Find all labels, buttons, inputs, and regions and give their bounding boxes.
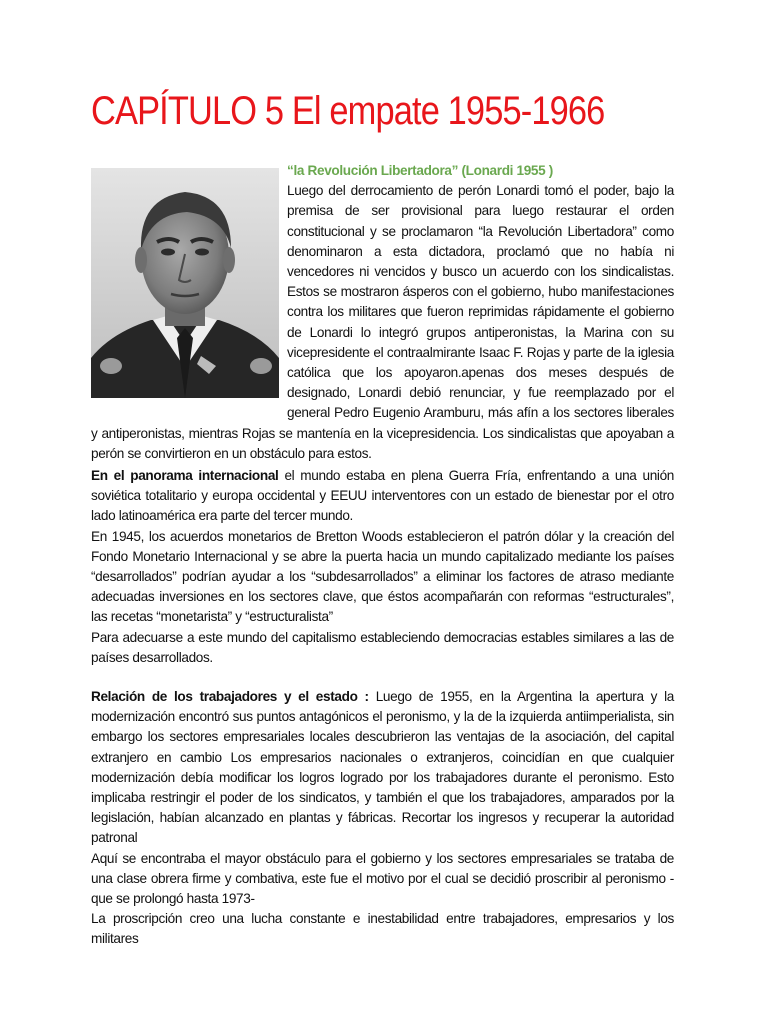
section-trabajadores-estado bbox=[91, 687, 674, 950]
section-panorama-internacional bbox=[91, 466, 674, 668]
section-paragraph: En el panorama internacional el mundo estaba en plena Guerra Fría, enfrentando a una unión soviética totalitario y europa occidental y EEUU interventores con un estado de bienestar por el otro lado latinoamérica era parte del tercer mundo. bbox=[91, 468, 674, 524]
section-paragraph: La proscripción creo una lucha constante e inestabilidad entre trabajadores, empresarios y los militares bbox=[91, 911, 674, 947]
section-paragraph: Luego del derrocamiento de perón Lonardi tomó el poder, bajo la premisa de ser provisional para luego restaurar el orden constitucional y se proclamaron “la Revolución Libertadora” como denominaron a esta dictadora, proclamó que no había ni vencedores ni vencidos y busco un acuerdo con los sindicalistas. Estos se mostraron ásperos con el gobierno, hubo manifestaciones contra los militares que fueron reprimidas rápidamente el gobierno de Lonardi lo integró grupos antiperonistas, la Marina con su vicepresidente el contraalmirante Isaac F. Rojas y parte de la iglesia católica que los apoyaron.apenas dos meses después de designado, Lonardi debió renunciar, y fue reemplazado por el general Pedro Eugenio Aramburu, más afín a los sectores liberales y antiperonistas, mientras Rojas se mantenía en la vicepresidencia. Los sindicalistas que apoyaban a perón se convirtieron en un obstáculo para estos. bbox=[91, 183, 674, 461]
image-float-spacer bbox=[91, 181, 287, 407]
section-lead: En el panorama internacional bbox=[91, 468, 279, 483]
chapter-title: CAPÍTULO 5 El empate 1955-1966 bbox=[91, 89, 605, 133]
section-paragraph: En 1945, los acuerdos monetarios de Bretton Woods establecieron el patrón dólar y la creación del Fondo Monetario Internacional y se abre la puerta hacia un mundo capitalizado mediante los países “desarrollados” podrían ayudar a los “subdesarrollados” a eliminar los factores de atraso mediante adecuadas inversiones en los sectores clave, que éstos acompañarán con reformas “estructurales”, las recetas “monetarista” y “estructuralista” bbox=[91, 528, 674, 625]
section-paragraph: Aquí se encontraba el mayor obstáculo para el gobierno y los sectores empresariales se trataba de una clase obrera firme y combativa, este fue el motivo por el cual se decidió proscribir al peronismo -que se prolongó hasta 1973- bbox=[91, 850, 674, 907]
section-lead: Relación de los trabajadores y el estado : bbox=[91, 689, 369, 704]
section-paragraph: Para adecuarse a este mundo del capitalismo estableciendo democracias estables similares a las de países desarrollados. bbox=[91, 629, 674, 665]
section-paragraph: Relación de los trabajadores y el estado : Luego de 1955, en la Argentina la apertura y la modernización encontró sus puntos antagónicos el peronismo, y la de la izquierda antiimperialista, sin embargo los sectores empresariales locales descubrieron las ventajas de la asociación, del capital extranjero en cambio Los empresarios nacionales o extranjeros, coincidían en que cualquier modernización debía modificar los logros logrado por los trabajadores durante el peronismo. Esto implicaba restringir el poder de los sindicatos, y también el que los trabajadores, amparados por la legislación, habían alcanzado en plantas y fábricas. Recortar los ingresos y recuperar la autoridad patronal bbox=[91, 689, 674, 846]
section-subtitle: “la Revolución Libertadora” (Lonardi 1955 ) bbox=[287, 163, 553, 178]
section-revolucion-libertadora bbox=[91, 161, 674, 464]
